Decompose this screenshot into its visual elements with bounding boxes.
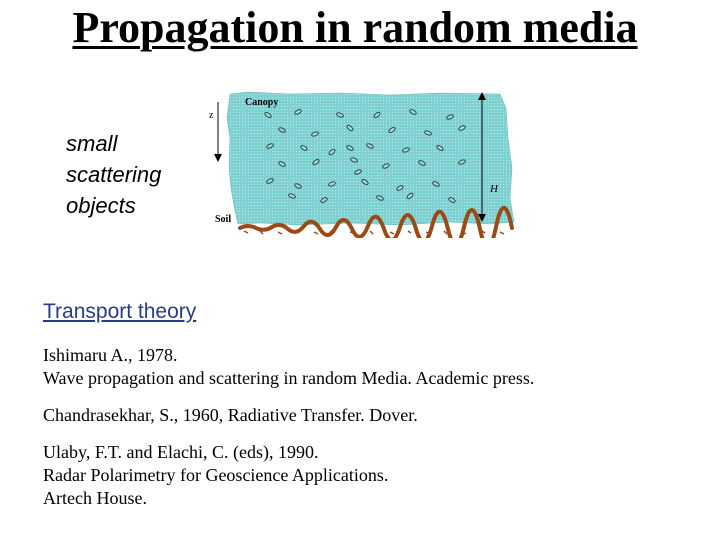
reference-line: Artech House. — [43, 488, 147, 508]
references-list — [43, 344, 534, 524]
small-scattering-objects-label — [66, 128, 161, 221]
reference-item — [43, 404, 534, 427]
reference-line: Chandrasekhar, S., 1960, Radiative Transfer. Dover. — [43, 405, 418, 425]
canopy-diagram-svg — [200, 88, 530, 238]
canopy-label: Canopy — [245, 97, 279, 108]
side-label-line: scattering — [66, 162, 162, 187]
canopy-diagram — [200, 88, 530, 238]
side-label-line: objects — [66, 193, 136, 218]
reference-item — [43, 441, 534, 510]
reference-line: Ulaby, F.T. and Elachi, C. (eds), 1990. — [43, 442, 319, 462]
canopy-region — [227, 92, 514, 225]
reference-item — [43, 344, 534, 390]
reference-line: Wave propagation and scattering in random Media. Academic press. — [43, 368, 535, 388]
h-label: H — [490, 183, 498, 195]
z-axis-label: z — [209, 110, 214, 121]
slide-title — [0, 2, 710, 54]
z-axis-arrowhead — [214, 154, 222, 162]
transport-theory-link[interactable]: Transport theory — [43, 300, 197, 323]
reference-line: Ishimaru A., 1978. — [43, 345, 178, 365]
soil-label: Soil — [215, 214, 232, 225]
soil-surface-texture — [244, 231, 504, 234]
side-label-line: small — [66, 131, 118, 156]
reference-line: Radar Polarimetry for Geoscience Applications. — [43, 465, 389, 485]
slide-title-text: Propagation in random media — [72, 3, 638, 52]
